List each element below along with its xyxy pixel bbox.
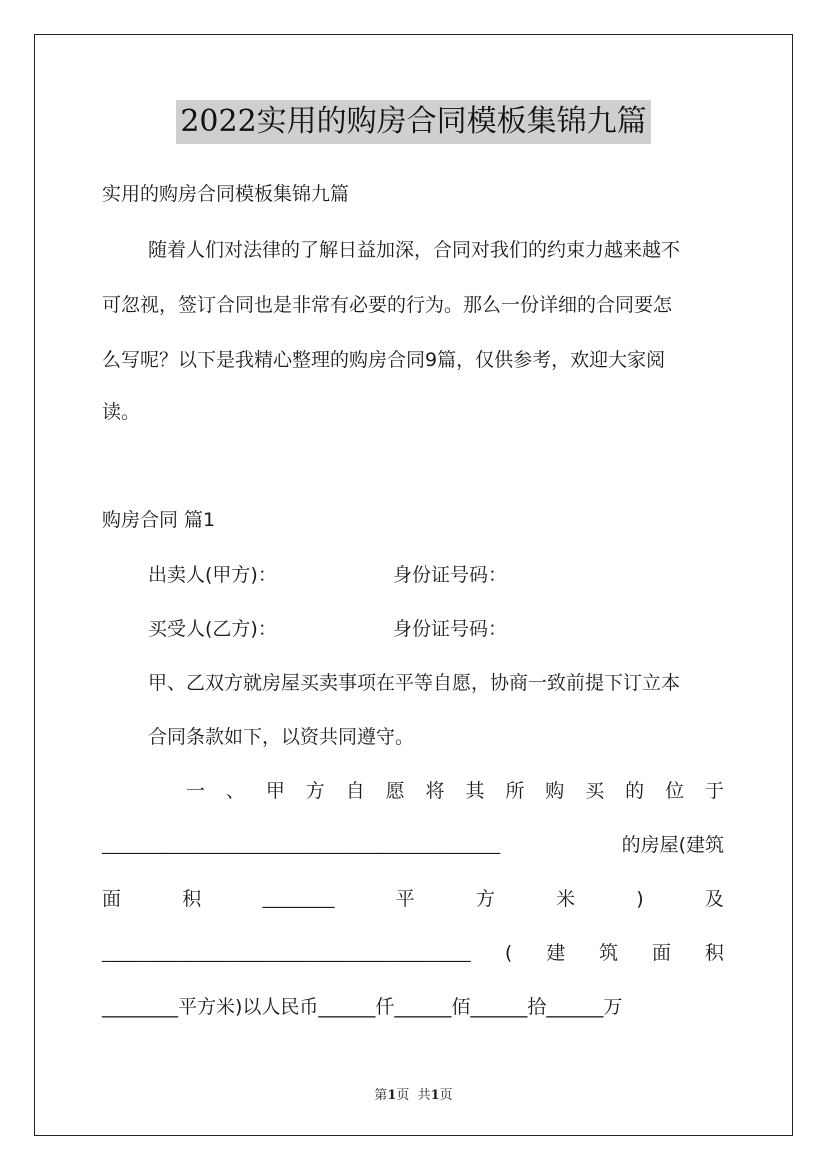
area-blank: _________ bbox=[262, 889, 335, 908]
footer-suffix: 页 bbox=[439, 1088, 453, 1103]
footer-page-total: 1 bbox=[430, 1088, 440, 1103]
clause1-line-2-text: 的房屋(建筑 bbox=[621, 834, 724, 856]
document-title: 2022实用的购房合同模板集锦九篇 bbox=[176, 100, 650, 144]
clause-char: 位 bbox=[665, 780, 685, 802]
clause-char: 自 bbox=[345, 780, 365, 802]
buyer-label: 买受人(乙方)： bbox=[148, 618, 277, 640]
clause-char: 米 bbox=[556, 888, 576, 910]
footer-prefix: 第 bbox=[374, 1088, 388, 1103]
clause-char: 、 bbox=[225, 780, 245, 802]
seller-id-label: 身份证号码： bbox=[393, 564, 508, 586]
clause1-line-5: ________平方米)以人民币______仟______佰______拾______万 bbox=[102, 996, 623, 1018]
intro-line-2: 可忽视，签订合同也是非常有必要的行为。那么一份详细的合同要怎 bbox=[102, 294, 673, 316]
clause-char: 及 bbox=[704, 888, 724, 910]
clause-char: 平 bbox=[395, 888, 415, 910]
seller-label: 出卖人(甲方)： bbox=[148, 564, 277, 586]
subtitle: 实用的购房合同模板集锦九篇 bbox=[102, 183, 350, 205]
clause-char: 方 bbox=[475, 888, 495, 910]
clause-char: 积 bbox=[182, 888, 202, 910]
clause-char: 方 bbox=[305, 780, 325, 802]
clause-char: 买 bbox=[585, 780, 605, 802]
address-blank: ________________________________________________ bbox=[102, 835, 501, 854]
intro-line-1: 随着人们对法律的了解日益加深，合同对我们的约束力越来越不 bbox=[148, 239, 681, 261]
clause1-line-2 bbox=[102, 833, 724, 857]
clause-char: 一 bbox=[186, 780, 206, 802]
clause-char: ) bbox=[636, 888, 644, 910]
clause1-line-1 bbox=[186, 779, 724, 803]
intro-line-4: 读。 bbox=[102, 401, 141, 423]
clause-char: 面 bbox=[652, 942, 672, 964]
address-blank-2: _____________________________________________ bbox=[102, 943, 471, 962]
clause-char: 面 bbox=[102, 888, 122, 910]
clause-char: ( bbox=[504, 942, 513, 964]
section-title: 购房合同 篇1 bbox=[102, 509, 216, 531]
title-block bbox=[0, 100, 827, 144]
clause1-line-4 bbox=[102, 941, 724, 965]
buyer-id-label: 身份证号码： bbox=[393, 618, 508, 640]
footer-mid: 页 共 bbox=[396, 1088, 431, 1103]
footer-page-number: 1 bbox=[387, 1088, 397, 1103]
clause-char: 积 bbox=[704, 942, 724, 964]
agreement-line-2: 合同条款如下，以资共同遵守。 bbox=[148, 726, 415, 748]
clause-char: 筑 bbox=[599, 942, 619, 964]
agreement-line-1: 甲、乙双方就房屋买卖事项在平等自愿，协商一致前提下订立本 bbox=[148, 672, 681, 694]
clause-char: 建 bbox=[546, 942, 566, 964]
clause-char: 愿 bbox=[385, 780, 405, 802]
page-footer bbox=[0, 1084, 827, 1103]
clause1-line-3 bbox=[102, 887, 724, 911]
intro-line-3: 么写呢？以下是我精心整理的购房合同9篇，仅供参考，欢迎大家阅 bbox=[102, 349, 666, 371]
clause-char: 于 bbox=[704, 780, 724, 802]
clause-char: 甲 bbox=[265, 780, 285, 802]
clause-char: 将 bbox=[425, 780, 445, 802]
clause-char: 购 bbox=[545, 780, 565, 802]
clause-char: 其 bbox=[465, 780, 485, 802]
clause-char: 的 bbox=[625, 780, 645, 802]
clause-char: 所 bbox=[505, 780, 525, 802]
